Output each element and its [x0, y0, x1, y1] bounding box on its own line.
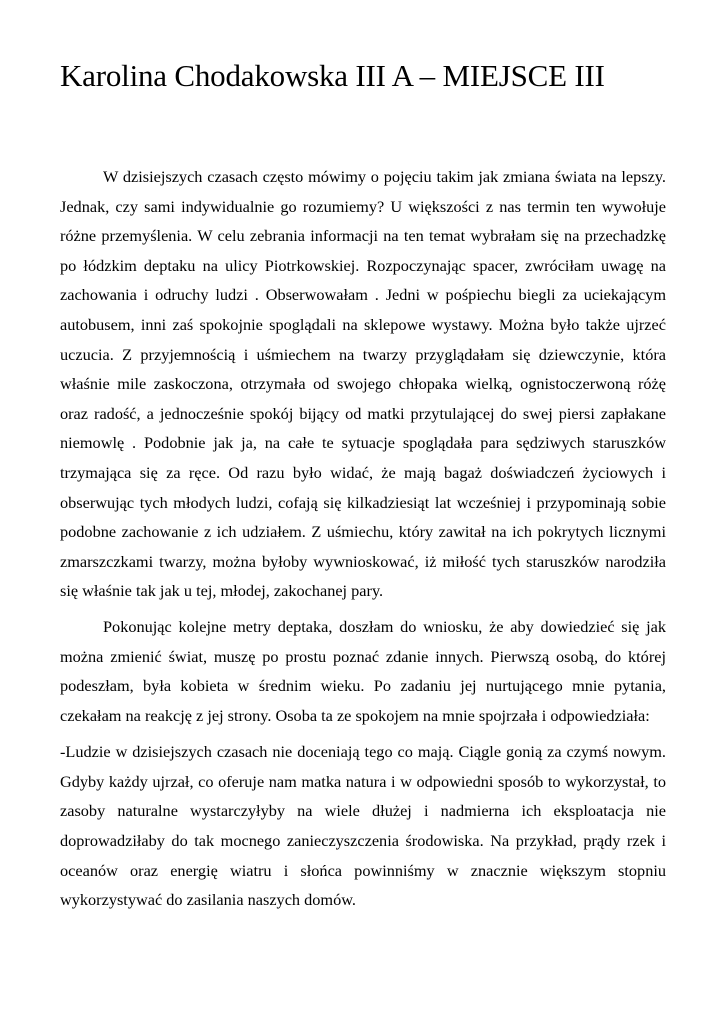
- paragraph-conversation: Pokonując kolejne metry deptaka, doszłam do wniosku, że aby dowiedzieć się jak można zmienić świat, muszę po prostu poznać zdanie innych. Pierwszą osobą, do której podeszłam, była kobieta w średnim wieku. Po zadaniu jej nurtującego mnie pytania, czekałam na reakcję z jej strony. Osoba ta ze spokojem na mnie spojrzała i odpowiedziała:: [60, 616, 666, 725]
- document-body: [60, 162, 666, 915]
- document-title: Karolina Chodakowska III A – MIEJSCE III: [60, 58, 605, 93]
- paragraph-quote: -Ludzie w dzisiejszych czasach nie doceniają tego co mają. Ciągle gonią za czymś nowym. Gdyby każdy ujrzał, co oferuje nam matka natura i w odpowiedni sposób to wykorzystał, to zasoby naturalne wystarczyłyby na wiele dłużej i nadmierna ich eksploatacja nie doprowadziłaby do tak mocnego zanieczyszczenia środowiska. Na przykład, prądy rzek i oceanów oraz energię wiatru i słońca powinniśmy w znacznie większym stopniu wykorzystywać do zasilania naszych domów.: [60, 742, 666, 910]
- paragraph-observation: W dzisiejszych czasach często mówimy o pojęciu takim jak zmiana świata na lepszy. Jednak, czy sami indywidualnie go rozumiemy? U większości z nas termin ten wywołuje różne przemyślenia. W celu zebrania informacji na ten temat wybrałam się na przechadzkę po łódzkim deptaku na ulicy Piotrkowskiej. Rozpoczynając spacer, zwróciłam uwagę na zachowania i odruchy ludzi . Obserwowałam . Jedni w pośpiechu biegli za uciekającym autobusem, inni zaś spokojnie spoglądali na sklepowe wystawy. Można było także ujrzeć uczucia. Z przyjemnością i uśmiechem na twarzy przyglądałam się dziewczynie, która właśnie mile zaskoczona, otrzymała od swojego chłopaka wielką, ognistoczerwoną różę oraz radość, a jednocześnie spokój bijący od matki przytulającej do swej piersi zapłakane niemowlę . Podobnie jak ja, na całe te sytuacje spoglądała para sędziwych staruszków trzymająca się za ręce. Od razu było widać, że mają bagaż doświadczeń życiowych i obserwując tych młodych ludzi, cofają się kilkadziesiąt lat wcześniej i przypominają sobie podobne zachowanie z ich udziałem. Z uśmiechu, który zawitał na ich pokrytych licznymi zmarszczkami twarzy, można byłoby wywnioskować, iż miłość tych staruszków narodziła się właśnie tak jak u tej, młodej, zakochanej pary.: [60, 167, 666, 601]
